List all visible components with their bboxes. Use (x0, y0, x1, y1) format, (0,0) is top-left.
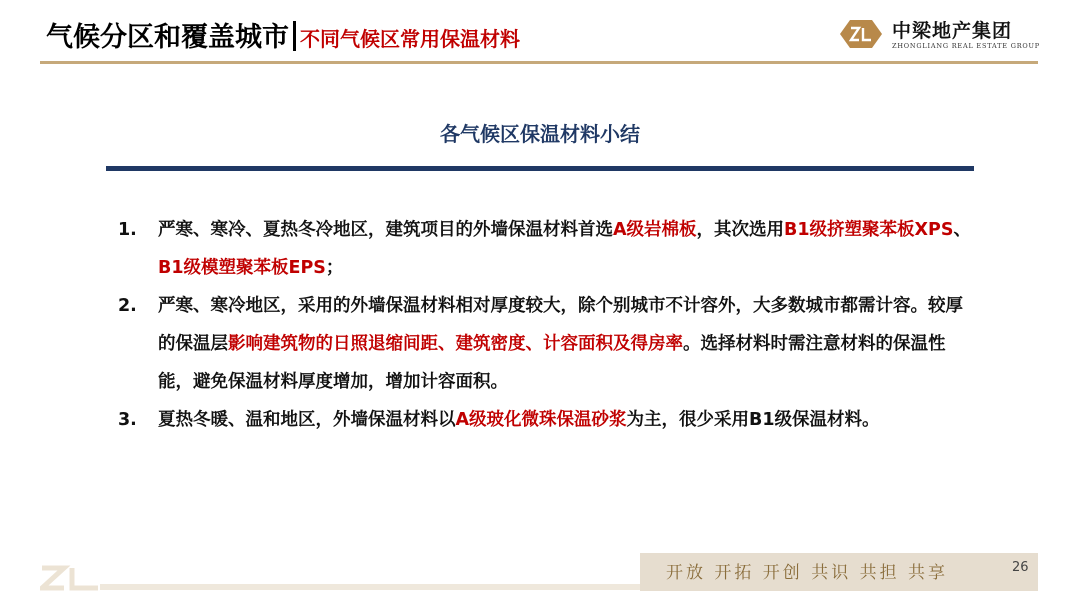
header-divider (40, 61, 1038, 64)
title-main: 气候分区和覆盖城市 (46, 22, 289, 53)
footer-decor-line (100, 584, 640, 590)
company-logo (838, 14, 1040, 56)
list-item (118, 211, 978, 287)
section-underline (106, 166, 974, 171)
list-item-text: 为主，很少采用B1级保温材料。 (626, 410, 880, 430)
page-number: 26 (1012, 560, 1029, 575)
list-item (118, 287, 978, 401)
highlighted-text: B1级模塑聚苯板EPS (158, 258, 326, 278)
list-item-text: 严寒、寒冷、夏热冬冷地区，建筑项目的外墙保温材料首选 (158, 220, 613, 240)
zl-logo-icon (838, 18, 884, 50)
list-item-text: 、 (953, 220, 971, 240)
logo-chinese-name: 中梁地产集团 (892, 20, 1013, 42)
highlighted-text: A级岩棉板 (613, 220, 697, 240)
slide-title (46, 18, 520, 61)
list-item-text: 严寒、寒冷地区，采用的外墙保温材料相对厚度较大，除个别城市不计容外，大多数城市都需计容。较厚的保温层 (158, 296, 963, 354)
list-item (118, 401, 978, 439)
summary-list (118, 211, 978, 439)
slide-header (0, 0, 1080, 66)
footer-slogan: 开放 开拓 开创 共识 共担 共享 (666, 563, 949, 583)
list-item-text: 。选择材料时需注意材料的保温性能，避免保温材料厚度增加，增加计容面积。 (158, 334, 946, 392)
highlighted-text: A级玻化微珠保温砂浆 (455, 410, 627, 430)
list-item-text: 夏热冬暖、温和地区，外墙保温材料以 (158, 410, 456, 430)
list-item-number: 3. (118, 410, 137, 430)
logo-english-name: ZHONGLIANG REAL ESTATE GROUP (892, 42, 1040, 50)
title-sub: 不同气候区常用保温材料 (300, 27, 520, 51)
title-separator (293, 21, 296, 51)
highlighted-text: 影响建筑物的日照退缩间距、建筑密度、计容面积及得房率 (228, 334, 683, 354)
zl-footer-mark-icon (40, 562, 100, 592)
list-item-number: 2. (118, 296, 137, 316)
list-item-text: ； (325, 258, 344, 278)
list-item-text: ，其次选用 (696, 220, 785, 240)
section-title: 各气候区保温材料小结 (440, 122, 640, 146)
list-item-number: 1. (118, 220, 137, 240)
highlighted-text: B1级挤塑聚苯板XPS (784, 220, 954, 240)
